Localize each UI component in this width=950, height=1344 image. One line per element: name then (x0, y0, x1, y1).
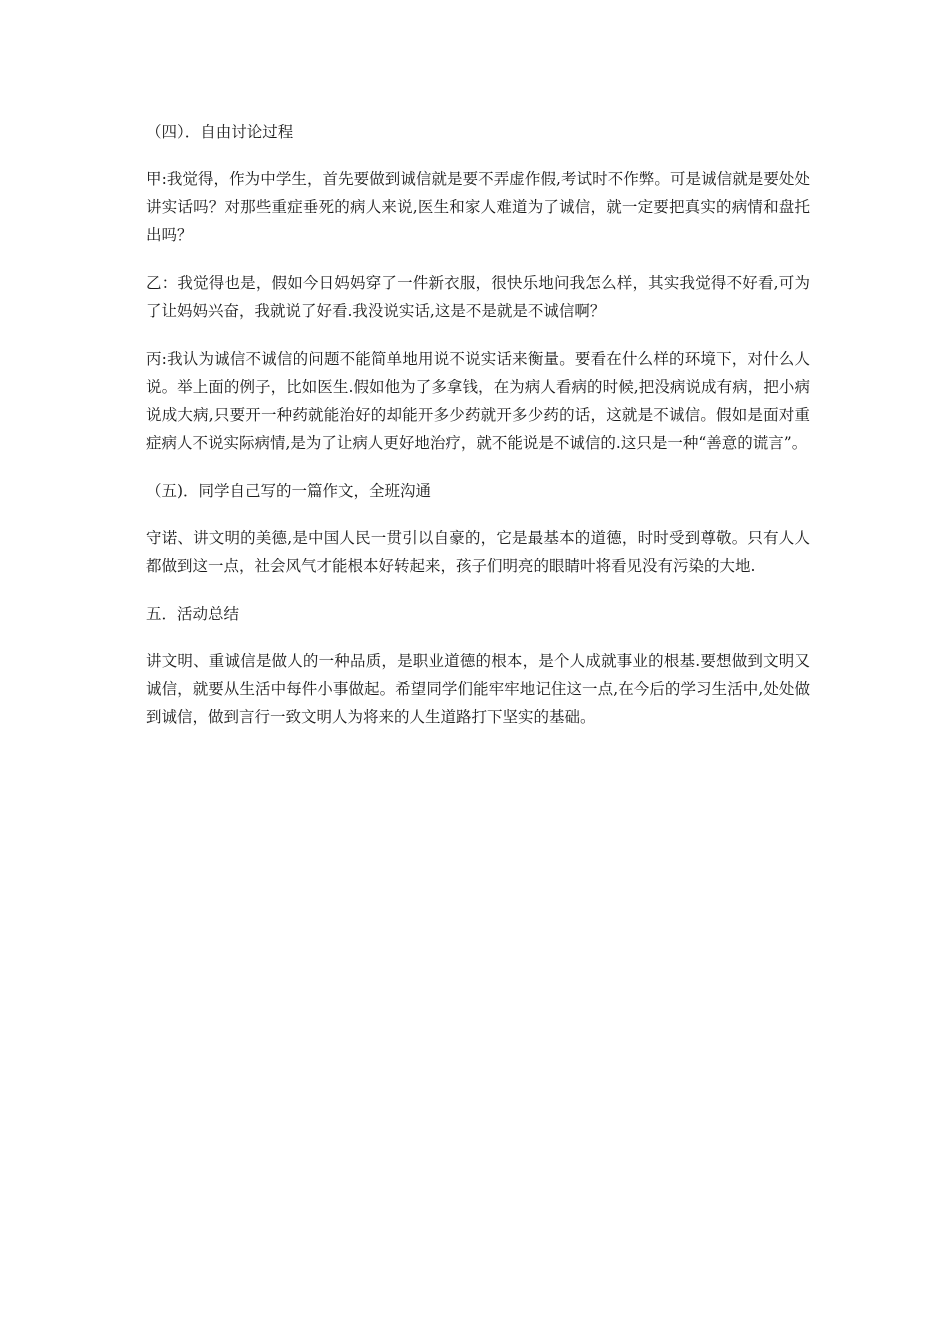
section-heading-discussion: （四）．自由讨论过程 (146, 123, 294, 141)
document-page (146, 118, 810, 751)
paragraph-speaker-yi: 乙：我觉得也是，假如今日妈妈穿了一件新衣服，很快乐地问我怎么样，其实我觉得不好看,可为了让妈妈兴奋，我就说了好看.我没说实话,这是不是就是不诚信啊？ (146, 274, 810, 320)
paragraph-essay: 守诺、讲文明的美德,是中国人民一贯引以自豪的，它是最基本的道德，时时受到尊敬。只有人人都做到这一点，社会风气才能根本好转起来，孩子们明亮的眼睛叶将看见没有污染的大地. (146, 529, 810, 575)
section-heading-summary: 五．活动总结 (146, 605, 240, 623)
paragraph-speaker-bing: 丙:我认为诚信不诚信的问题不能简单地用说不说实话来衡量。要看在什么样的环境下，对什么人说。举上面的例子，比如医生.假如他为了多拿钱，在为病人看病的时候,把没病说成有病，把小病说成大病,只要开一种药就能治好的却能开多少药就开多少药的话，这就是不诚信。假如是面对重症病人不说实际病情,是为了让病人更好地治疗，就不能说是不诚信的.这只是一种“善意的谎言”。 (146, 350, 810, 452)
paragraph-summary: 讲文明、重诚信是做人的一种品质，是职业道德的根本，是个人成就事业的根基.要想做到文明又诚信，就要从生活中每件小事做起。希望同学们能牢牢地记住这一点,在今后的学习生活中,处处做到诚信，做到言行一致文明人为将来的人生道路打下坚实的基础。 (146, 652, 810, 726)
section-heading-essay: （五)．同学自己写的一篇作文，全班沟通 (146, 482, 432, 500)
paragraph-speaker-jia: 甲:我觉得，作为中学生，首先要做到诚信就是要不弄虚作假,考试时不作弊。可是诚信就是要处处讲实话吗？对那些重症垂死的病人来说,医生和家人难道为了诚信，就一定要把真实的病情和盘托出吗？ (146, 170, 810, 244)
